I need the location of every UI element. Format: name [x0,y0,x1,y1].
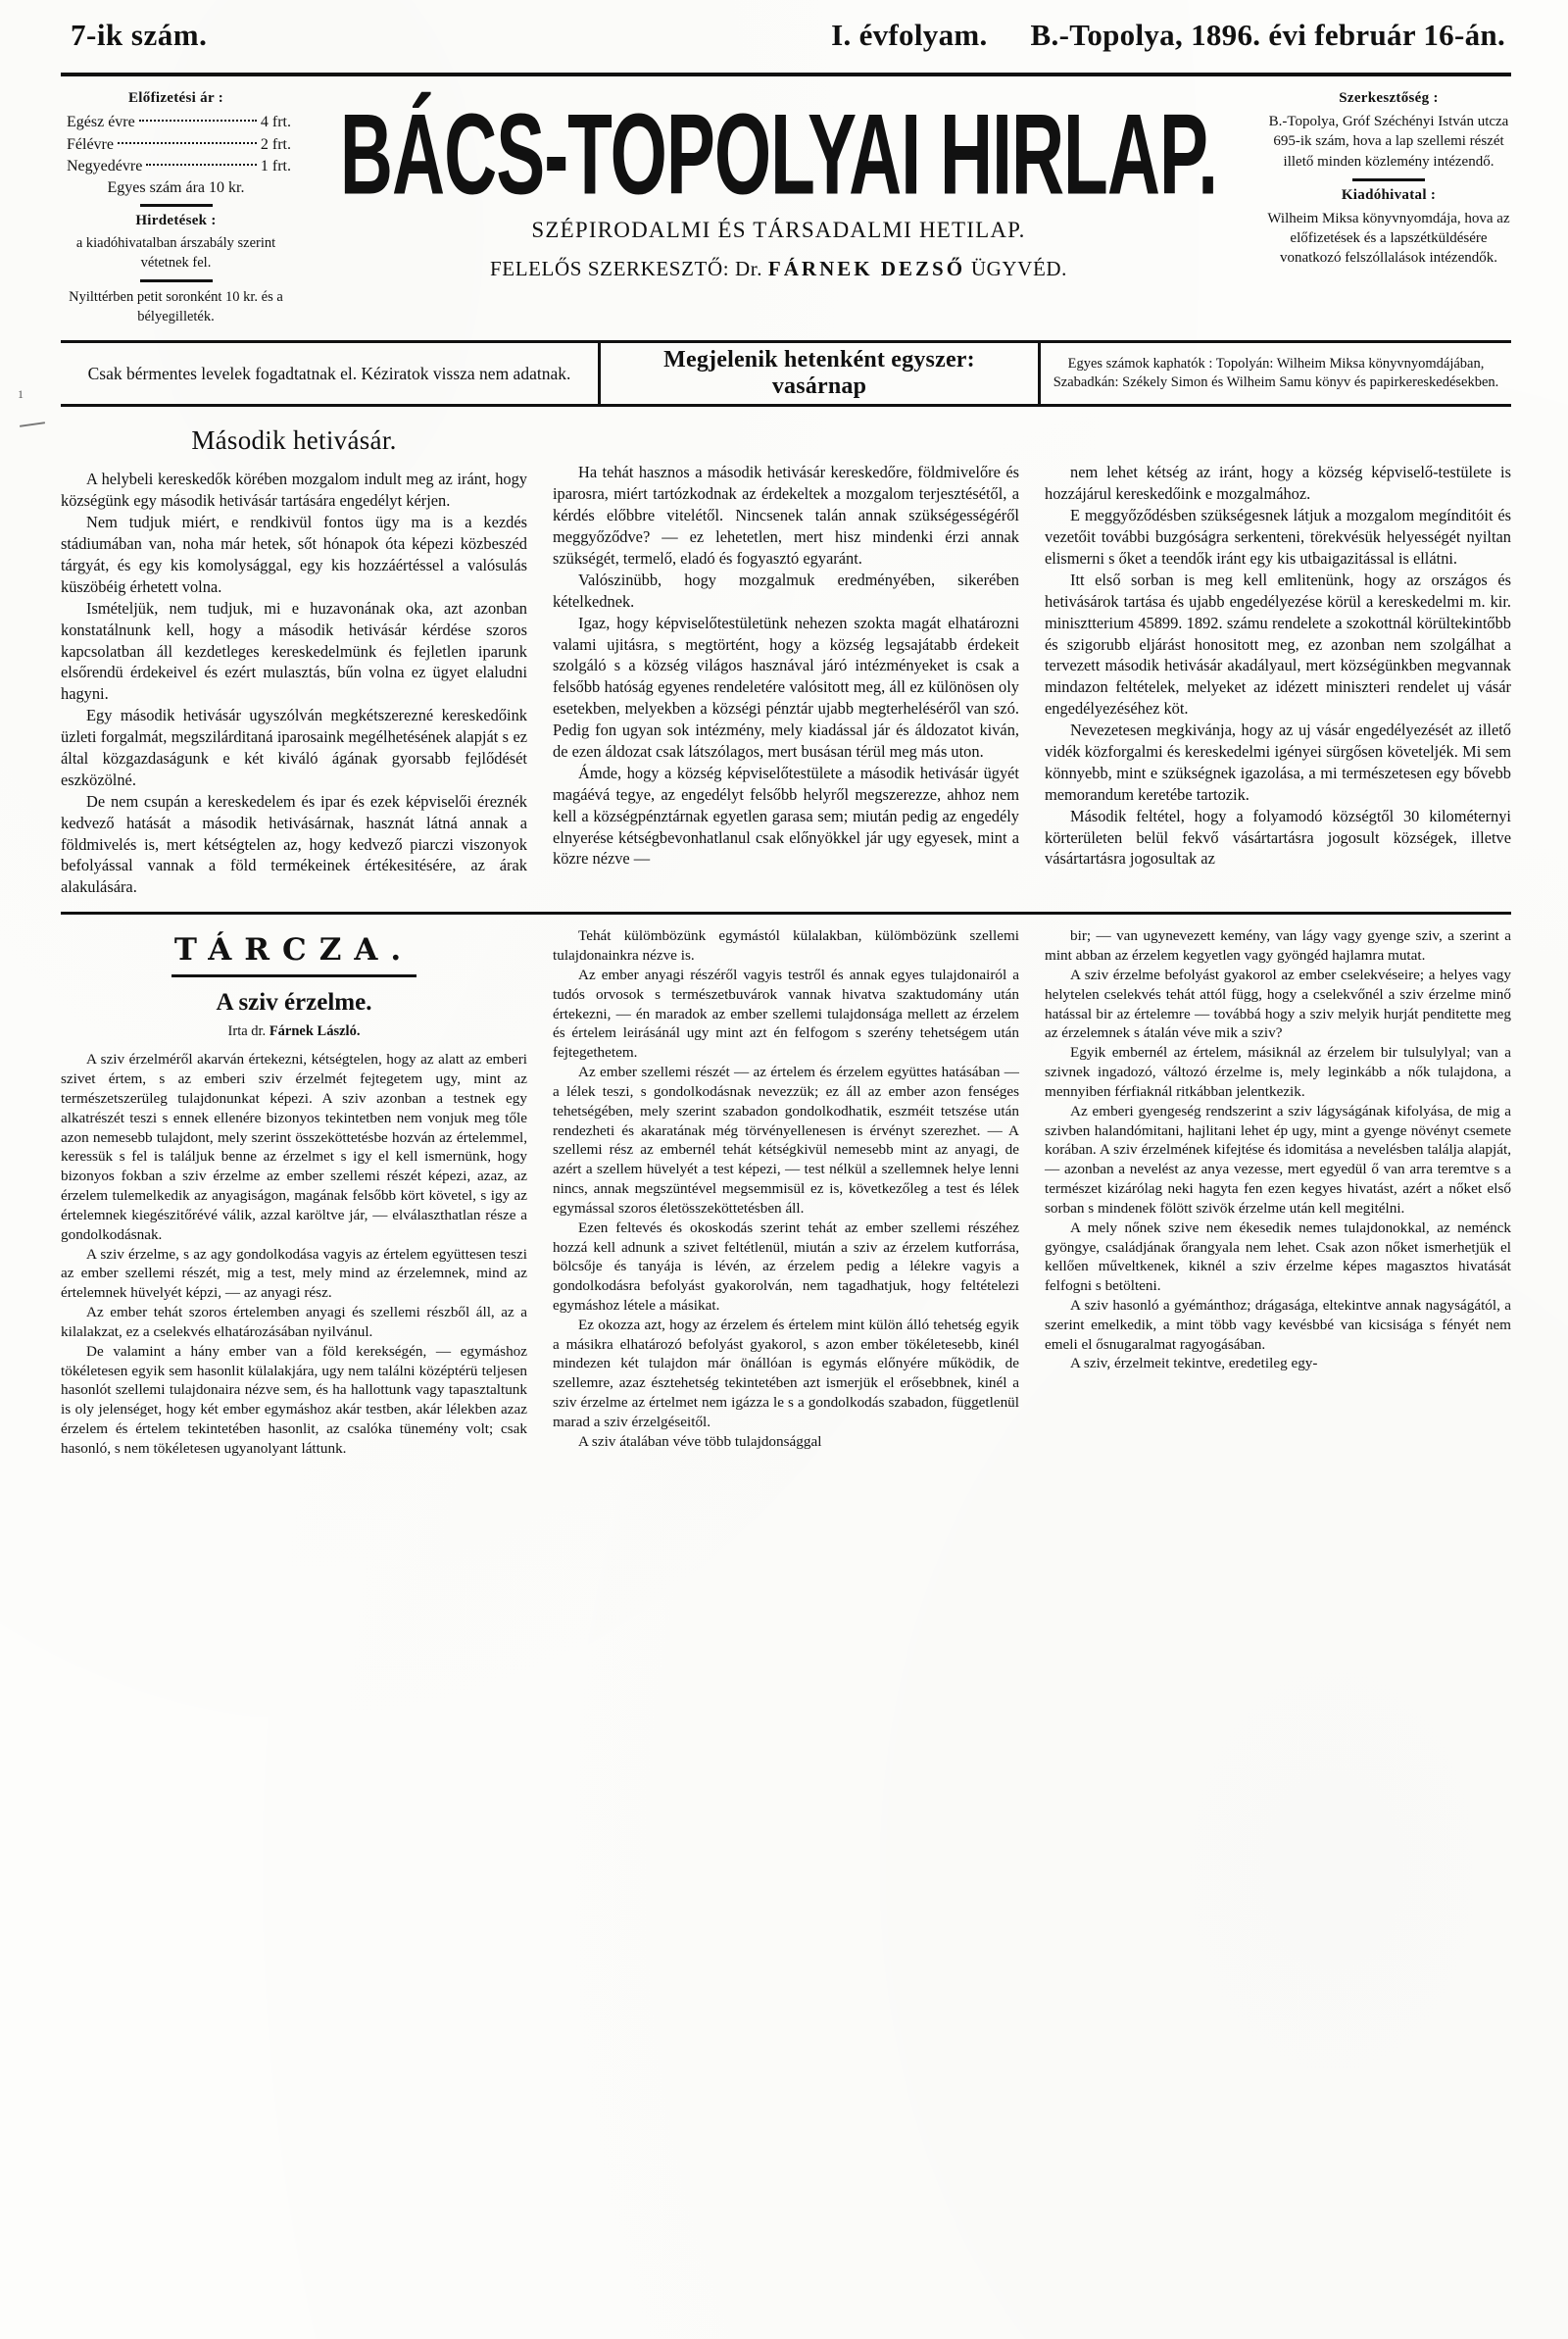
leader-dots [139,120,257,122]
paragraph: Valószinübb, hogy mozgalmuk eredményében, sikerében kételkednek. [553,570,1019,611]
paragraph: Nevezetesen megkivánja, hogy az uj vásár engedélyezését az illető vidék közforgalmi és kereskedelmi igényei sürgősen követeljék. Mi sem könnyebb, mint e szükségnek igazolása, a mi természetesen egy bővebb memorandum keretébe tartozik. [1045,721,1511,804]
paragraph: Itt első sorban is meg kell emlitenünk, hogy az országos és hetivásárok tartása és ujabb engedélyezése körül a kereskedelmi m. kir. minisztterium 45899. 1892. számu rendelete a szokottnál körültekintőbb és szigorubb eljárást honositott meg, ez azonban nem szolgálhat a tervezett második hetivásár akadályaul, mert községünkben megvannak mindazon feltételek, melyeket az idézett miniszteri rendelet uj vásár engedélyezéséhez köt. [1045,570,1511,719]
lead-article [61,423,1511,898]
feuilleton-column-1 [61,926,527,1458]
paragraph: Tehát külömbözünk egymástól külalakban, külömbözünk szellemi tulajdonainkra nézve is. [553,927,1019,965]
paragraph: bir; — van ugynevezett kemény, van lágy vagy gyenge sziv, a szerint a mint abban az érzelem kegyetlen vagy gyöngéd hajlamra mutat. [1045,927,1511,965]
place-and-date: B.-Topolya, 1896. évi február 16-án. [1030,18,1505,52]
feuilleton-column-3 [1045,926,1511,1458]
notice-correspondence: Csak bérmentes levelek fogadtatnak el. Kéziratok vissza nem adatnak. [87,364,571,384]
paragraph: A helybeli kereskedők körében mozgalom indult meg az iránt, hogy községünk egy második hetivásár tartására engedélyt kérjen. [61,470,527,511]
publishing-office-heading: Kiadóhivatal : [1341,186,1437,203]
paragraph: A sziv érzelme befolyást gyakorol az ember cselekvéseire; a helyes vagy helytelen cselekvés tehát attól függ, hogy a cselekvőnél a sziv érzelme minő hatással bir az értelemre — továbbá hogy a sziv melyik hurját penditette meg az érzelemnek s átalán véve mik a sziv? [1045,966,1511,1042]
editorial-office-body: B.-Topolya, Gróf Széchényi István utcza 695-ik szám, hova a lap szellemi részét illető minden közlemény intézendő. [1268,114,1509,170]
editor-name: FÁRNEK DEZSŐ [767,257,966,281]
masthead-left-divider-2 [140,279,213,282]
paragraph: Az ember anyagi részéről vagyis testről és annak egyes tulajdonairól a tudós orvosok s természetbuvárok vannak hivatva szaktudomány után értekezni, — én maradok az ember szellemi tulajdonsága mellett az érzelem és értelem leirásánál ugy mint azt én felfogom s szerény tehetségem után fejtegethetem. [553,966,1019,1062]
feuilleton-section-title: TÁRCZA. [173,932,415,969]
frequency-line-1: Megjelenik hetenként egyszer: [663,346,975,373]
paragraph: Ez okozza azt, hogy az érzelem és értelem mint külön álló tehetség egyik a másikra elhatározó befolyást gyakorol, s azon ember tökéletesebb, kinél mindezen két tulajdon már önállóan is egymás előnyére működik, de szellemre, azaz észtehetség tekintetében azt ismerjük el erősebbnek, kinél a sziv érzelme az értelmet nem igázza le s a gondolkodás szabadon, függetlenül marad a sziv érzelgéseitől. [553,1316,1019,1430]
editor-title: Dr. [735,257,763,281]
open-column-rate: Nyilttérben petit soronként 10 kr. és a bélyegilleték. [69,289,283,324]
paragraph: Az ember szellemi részét — az értelem és érzelem együttes hatásában — a lélek teszi, s gondolkodásnak nevezzük; ez áll az ember azon fenséges tehetségében, mely szerint szabadon gondolkodhatik, eszméit tetszése után rendezheti és akaratának még törvényellenesen is érvényt szerezhet. — A szellemi rész az embernél tehát kétségkivül nemesebb mint az anyagi, de azért a szellem hüvelyét a test képezi, — test nélkül a szellemnek helye lenni nincs, annak megszüntével megsemmisül ez is, következőleg a test és lélek egymással szoros életösszeköttetésben áll. [553,1064,1019,1217]
single-copy-price: Egyes szám ára 10 kr. [107,179,245,197]
leader-dots [146,164,257,166]
publishing-office-body: Wilheim Miksa könyvnyomdája, hova az előfizetések és a lapszétküldésére vonatkozó felszóllalások intézendők. [1267,210,1510,267]
paragraph: A mely nőnek szive nem ékesedik nemes tulajdonokkal, az neménck gyöngye, családjának őrangyala nem lehet. Csak azon nőket ismerhetjük el kellően műveltkenek, kiknél a sziv érzelme képes magasztos hivatását felfogni s betölteni. [1045,1219,1511,1295]
editorial-office-heading: Szerkesztőség : [1339,90,1439,106]
price-label: Egész évre [67,114,135,130]
lead-column-1 [61,423,527,898]
paragraph: A sziv átalában véve több tulajdonsággal [578,1432,822,1450]
price-label: Félévre [67,135,114,153]
lead-article-title: Második hetivásár. [191,425,397,456]
paragraph: A sziv hasonló a gyémánthoz; drágasága, eltekintve annak nagyságától, a szerint emelkedik, a mint több vagy kevésbbé van kicsisága s fényét nem emeli el ősnugaralmat ragyogásában. [1045,1296,1511,1353]
notice-frequency [598,343,1038,404]
feuilleton-title-underline [172,974,416,977]
frequency-line-2: vasárnap [771,373,867,400]
lead-column-2 [553,423,1019,898]
price-row [67,134,291,157]
price-row [67,112,291,134]
masthead-center-column [291,84,1266,326]
column-top-spacer [553,423,1019,462]
subscription-price-list [61,112,291,178]
feuilleton-divider [61,912,1511,915]
advertising-heading: Hirdetések : [135,213,217,229]
price-label: Negyedévre [67,158,143,175]
masthead [61,76,1511,326]
feuilleton-column-2 [553,926,1019,1458]
paragraph: A sziv érzelméről akarván értekezni, kétségtelen, hogy az alatt az emberi szivet értem, s az emberi sziv érzelmét fejtegetem ugy, mint az természetszerüleg tulajdonunkat képezi. A sziv azonban a testnek egy alkatrészét teszi s ennek ellenére bizonyos tekintetben nem vonjuk meg tőle azon nemesebb tulajdont, mely szerint összeköttetésbe hozván az értelemmel, keressük s fel is találjuk benne az érzelmet s igy el kell ismernünk, hogy bizonyos fokban a sziv érzelme az ember szellemi részét képezi, azaz, az érzelem tulemelkedik az anyagiságon, magának felsőbb kört követel, s igy az értelemnek kiegészitőrévé válik, azzal karöltve jár, — elválaszthatlan része a gondolkodásnak. [61,1051,527,1243]
paragraph: Egyik embernél az értelem, másiknál az érzelem bir tulsulylyal; van a szivnek ingadozó, változó érzelme is, mely leginkább a nők tulajdona, a mennyiben férfiaknál ritkábban jelentkezik. [1045,1044,1511,1100]
paragraph: Nem tudjuk miért, e rendkivül fontos ügy ma is a kezdés stádiumában van, noha már hetek, sőt hónapok óta képezi közbeszéd tárgyát, és egy kis komolysággal, egy kis hozzáértéssel a valósulás küszöbéig érhetett volna. [61,513,527,596]
feuilleton-story-title: A sziv érzelme. [216,988,372,1016]
masthead-notice-bar [61,340,1511,407]
masthead-right-column [1266,84,1511,326]
notice-where-to-buy: Egyes számok kaphatók : Topolyán: Wilheim Miksa könyvnyomdájában, Szabadkán: Székely Simon és Wilheim Samu könyv és papirkereskedésekben. [1038,343,1511,404]
editor-suffix: ÜGYVÉD. [970,257,1067,281]
editor-line [305,257,1252,281]
issue-number: 7-ik szám. [71,18,208,52]
paragraph: Az ember tehát szoros értelemben anyagi és szellemi részből áll, az a kilalakzat, ez a cselekvés elhatározásában nyilvánul. [61,1304,527,1340]
masthead-left-divider-1 [140,204,213,207]
paper-title: BÁCS-TOPOLYAI HIRLAP. [339,89,1218,219]
paragraph: Igaz, hogy képviselőtestületünk nehezen szokta magát elhatározni valami ujitásra, s megtörtént, hogy a község legsajátabb érdekeit szolgáló s a község világos hasznával járó intézményeket is csak a felsőbb hatóság egyenes rendeletére valósitott meg, áll ez különösen oly esetekben, melyekben a községi pénztár ujabb megterheléséről van szó. Pedig fon ugyan sok intézmény, mely kiadással jár és áldozatot kiván, de ezen áldozat csak látszólagos, mert busásan térül meg más uton. [553,613,1019,761]
subscription-heading: Előfizetési ár : [128,90,223,106]
price-row [67,156,291,178]
leader-dots [118,142,257,144]
masthead-left-column [61,84,291,326]
paragraph: Ismételjük, nem tudjuk, mi e huzavonának oka, azt azonban konstatálnunk kell, hogy a második hetivásár kérdése szoros kapcsolatban áll kezdetleges kereskedelmünk és fejletlen iparunk elsőrendü érdekeivel és ezért mulasztás, bűn volna ez ügyet elaludni hagyni. [61,598,527,704]
paragraph: Ámde, hogy a község képviselőtestülete a második hetivásár ügyét magáévá tegye, az engedélyt felsőbb helyről megszerezze, ahhoz nem kell a községpénztárnak egyetlen garasa sem; miután pedig az engedély elnyerése kétségbevonhatlanul csak előnyökkel jár ugy egyesek, mint a közre nézve — [553,763,1019,869]
paragraph: nem lehet kétség az iránt, hogy a község képviselő-testülete is hozzájárul kereskedőink e mozgalmához. [1045,463,1511,504]
paragraph: De valamint a hány ember van a föld kerekségén, — egymáshoz tökéletesen egyik sem hasonlit külalakjára, ugy nem találni középtérü teljesen hasonlót szellemi tulajdonaira nézve sem, és ha hallottunk vagy tapasztaltunk is oly jelenséget, hogy két ember egymáshoz akár testben, akár lélekben azaz érzelem és értelem tekintetében hasonlit, az csalóka tünemény volt; csak hasonló, s nem tökéletesen ugyanolyant láttunk. [61,1342,527,1457]
paragraph: Második feltétel, hogy a folyamodó községtől 30 kilométernyi körterületen belül fekvő vásártartásra jogosult községek, illetve vásártartásra jogosultak az [1045,806,1511,869]
paragraph: A sziv érzelme, s az agy gondolkodása vagyis az értelem együttesen teszi az ember szellemi részét, mig a test, mely mind az érzelemnek, mind az értelemnek hüvelyét képzi, — az anyagi rész. [61,1245,527,1302]
paragraph: A sziv, érzelmeit tekintve, eredetileg egy- [1070,1355,1318,1372]
lead-column-3 [1045,423,1511,898]
editor-prefix: FELELŐS SZERKESZTŐ: [489,257,730,281]
paragraph: Egy második hetivásár ugyszólván megkétszerezné kereskedőink üzleti forgalmát, megszilárditaná iparosaink megélhetésének alapját s ez által közgazdaságunk e két kiváló ágának gyorsabb fejlődését eszközölné. [61,706,527,789]
paragraph: De nem csupán a kereskedelem és ipar és ezek képviselői éreznék kedvező hatását a második hetivásárnak, hasznát látná annak a földmivelés is, mert kétségtelen az, hogy kedvező piarczi viszonyok befolyással vannak a föld termékeinek értékesitésére, az árak alakulására. [61,791,527,897]
advertising-body: a kiadóhivatalban árszabály szerint vétetnek fel. [75,235,276,271]
paragraph: Ha tehát hasznos a második hetivásár kereskedőre, földmivelőre és iparosra, miért tartózkodnak az érdekeltek a mozgalom terjesztésétől, a kérdés előbbre vitelétől. Nincsenek talán annak szükségességéről meggyőződve? — ez lehetetlen, mert hisz mindenki érzi annak szükségét, termelő, eladó és fogyasztó egyaránt. [553,463,1019,568]
margin-artifact-dash [20,422,45,427]
price-value: 1 frt. [260,158,291,175]
volume-label: I. évfolyam. [831,18,988,52]
paper-subtitle: SZÉPIRODALMI ÉS TÁRSADALMI HETILAP. [531,218,1026,243]
feuilleton-byline [61,1022,527,1041]
feuilleton-section [61,926,1511,1458]
margin-artifact-number: 1 [18,387,24,401]
byline-prefix: Irta dr. [227,1023,267,1040]
byline-author-name: Fárnek László. [269,1023,361,1040]
paragraph: E meggyőződésben szükségesnek látjuk a mozgalom megínditóit és vezetőit további buzgóságra serkenteni, törekvésük helyességét nyiltan elismerni s őket a teendők iránt egy kis utbaigazitással is ellátni. [1045,506,1511,568]
masthead-right-divider [1352,178,1425,181]
paragraph: Ezen feltevés és okoskodás szerint tehát az ember szellemi részéhez hozzá kell adnunk a szivet feltétlenül, miután a sziv az érzelem kutforrása, bölcsője és tanyája is lévén, az érzelem pedig a lélekre vagyis a gondolkodásra befolyást gyakorolván, nem tagadhatjuk, hogy feltételezi egymáshoz létele a másikat. [553,1219,1019,1314]
price-value: 2 frt. [260,135,291,153]
page-header-line [61,18,1511,71]
price-value: 4 frt. [260,114,291,130]
paragraph: Az emberi gyengeség rendszerint a sziv lágyságának kifolyása, de mig a szivben halandómitani, hajlitani lehet ép ugy, mint a gyenge növényt csemete korában. A sziv érzelmének kifejtése és idomitása a nevelésben találja alapját, — azonban a nevelést az anya vezesse, mert egyedül ő van arra teremtve s a természet kizárólag neki hagyta fen ezen kegyes hivatást, azért a nőket első sorban s mindenek fölött szivök érzelme után kell megitélni. [1045,1102,1511,1217]
column-top-spacer [1045,423,1511,462]
